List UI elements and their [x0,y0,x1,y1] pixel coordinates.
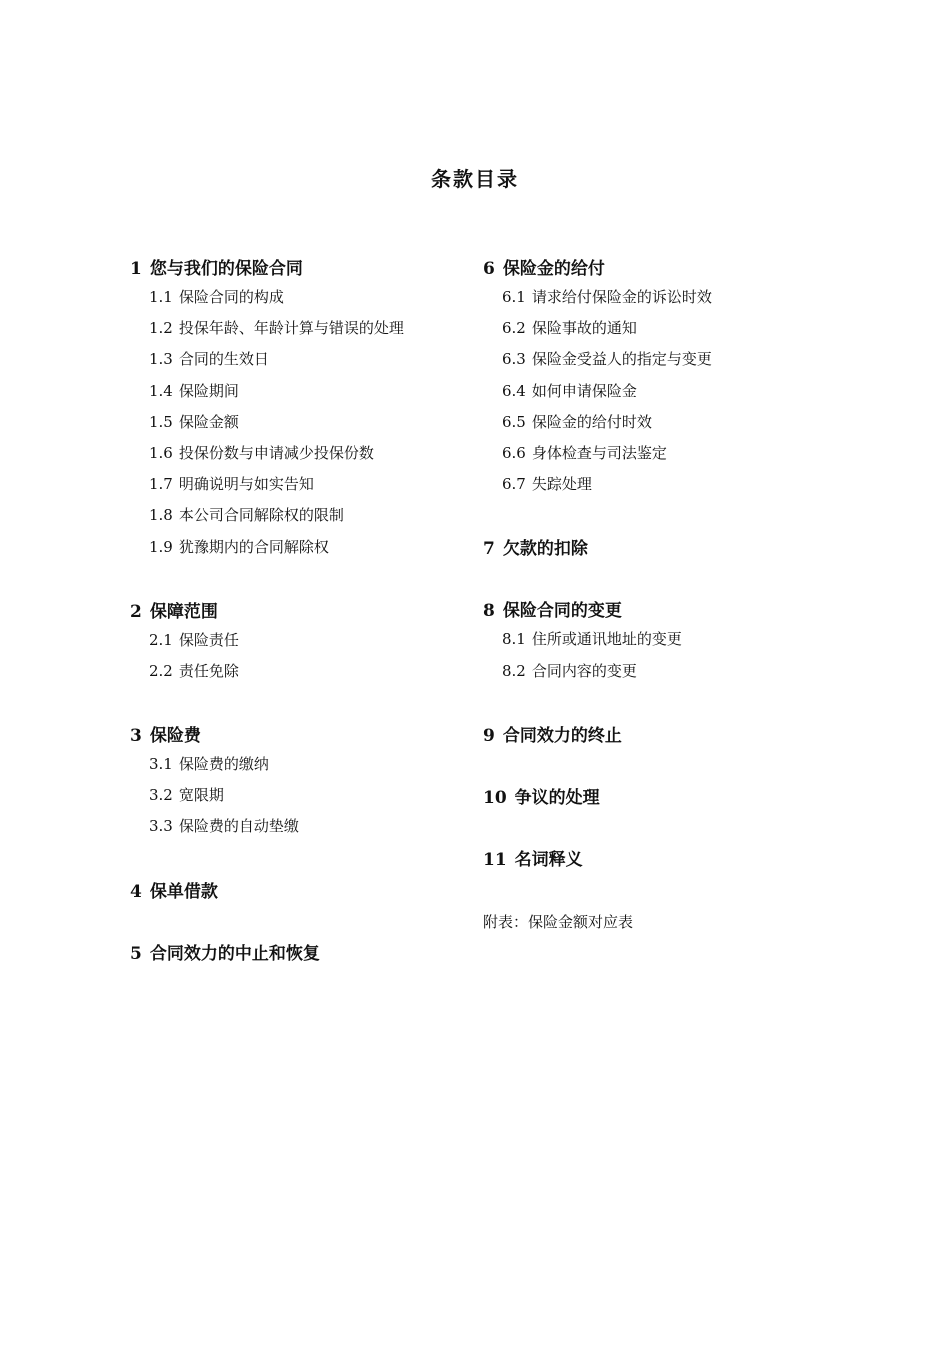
item-label: 保险费的自动垫缴 [178,817,299,836]
item-number: 1.8 [149,506,173,525]
item-label: 宽限期 [178,786,224,805]
item-label: 请求给付保险金的诉讼时效 [531,288,712,306]
section-title: 保险金的给付 [502,259,605,279]
item-number: 1.9 [149,537,173,556]
item-number: 6.6 [502,443,526,462]
item-label: 如何申请保险金 [531,381,637,400]
item-label: 保险金额 [178,412,239,431]
toc-right-column [483,256,813,935]
section-title: 保障范围 [149,601,218,622]
item-number: 1.4 [149,381,173,400]
item-number: 3.2 [149,786,173,805]
item-number: 6.7 [502,475,526,494]
section-heading[interactable] [130,599,460,625]
section-number: 5 [130,943,142,964]
item-number: 1.7 [149,475,173,494]
section-number: 6 [483,259,495,279]
item-label: 明确说明与如实告知 [178,475,314,494]
item-number: 3.3 [149,817,173,836]
toc-item[interactable] [483,313,813,344]
item-label: 犹豫期内的合同解除权 [178,537,329,556]
section-title: 保险合同的变更 [502,601,622,622]
section-heading[interactable] [130,723,460,749]
item-label: 身体检查与司法鉴定 [531,443,667,462]
section-heading[interactable] [483,723,813,749]
section-title: 欠款的扣除 [502,539,588,560]
toc-item[interactable] [130,438,460,469]
section-number: 4 [130,881,142,902]
section-title: 合同效力的终止 [502,725,622,746]
toc-section-6 [483,256,813,500]
section-heading[interactable] [130,879,460,905]
item-label: 本公司合同解除权的限制 [178,506,344,525]
toc-item[interactable] [483,469,813,500]
toc-section-3 [130,723,460,843]
section-number: 9 [483,725,495,746]
section-number: 2 [130,601,142,622]
section-heading[interactable] [483,847,813,873]
toc-section-4 [130,879,460,905]
item-number: 8.1 [502,630,526,649]
toc-item[interactable] [130,532,460,563]
toc-item[interactable] [483,344,813,375]
item-label: 责任免除 [178,661,239,680]
toc-section-11 [483,847,813,873]
toc-section-5 [130,941,460,967]
toc-section-1 [130,256,460,563]
toc-section-8 [483,598,813,686]
item-number: 1.1 [149,288,173,306]
toc-item[interactable] [130,749,460,780]
section-number: 7 [483,539,495,560]
toc-item[interactable] [483,438,813,469]
item-number: 1.6 [149,443,173,462]
section-number: 1 [130,259,142,279]
section-number: 11 [483,849,507,870]
item-label: 合同内容的变更 [531,661,637,680]
toc-item[interactable] [130,313,460,344]
section-number: 3 [130,726,142,747]
toc-item[interactable] [130,469,460,500]
item-number: 6.2 [502,319,526,338]
section-number: 8 [483,601,495,622]
section-title: 保险费 [149,726,201,747]
section-heading[interactable] [483,785,813,811]
item-label: 保险责任 [178,630,239,649]
section-number: 10 [483,787,507,808]
item-number: 1.3 [149,350,173,369]
toc-item[interactable] [483,376,813,407]
toc-item[interactable] [130,811,460,842]
section-title: 保单借款 [149,881,218,902]
item-label: 投保份数与申请减少投保份数 [178,443,374,462]
item-number: 2.1 [149,630,173,649]
item-label: 失踪处理 [531,475,592,494]
section-heading[interactable] [483,598,813,624]
item-number: 1.2 [149,319,173,338]
item-label: 保险金的给付时效 [531,412,652,431]
item-label: 保险金受益人的指定与变更 [531,350,712,369]
toc-item[interactable] [130,625,460,656]
section-title: 争议的处理 [514,787,600,808]
item-label: 保险费的缴纳 [178,755,269,774]
toc-item[interactable] [483,282,813,313]
item-label: 投保年龄、年龄计算与错误的处理 [178,319,404,338]
item-label: 保险合同的构成 [178,288,284,306]
item-number: 2.2 [149,661,173,680]
item-label: 保险期间 [178,381,239,400]
section-title: 名词释义 [514,849,583,870]
toc-item[interactable] [130,282,460,313]
toc-item[interactable] [130,500,460,531]
toc-item[interactable] [130,376,460,407]
section-heading[interactable] [483,536,813,562]
toc-item[interactable] [483,656,813,687]
toc-item[interactable] [130,780,460,811]
section-heading[interactable] [130,941,460,967]
section-heading[interactable] [130,256,460,282]
item-number: 6.5 [502,412,526,431]
item-number: 3.1 [149,755,173,774]
section-title: 合同效力的中止和恢复 [149,943,320,964]
item-number: 8.2 [502,661,526,680]
item-number: 6.4 [502,381,526,400]
section-heading[interactable] [483,256,813,282]
toc-left-column [130,256,460,967]
toc-item[interactable] [130,407,460,438]
item-label: 合同的生效日 [178,350,269,369]
toc-section-9 [483,723,813,749]
item-label: 住所或通讯地址的变更 [531,630,682,649]
page-title: 条款目录 [431,167,519,191]
toc-item[interactable] [130,344,460,375]
toc-appendix[interactable]: 附表：保险金额对应表 [483,912,634,931]
item-number: 6.3 [502,350,526,369]
toc-item[interactable] [483,624,813,655]
section-title: 您与我们的保险合同 [149,259,303,279]
item-number: 6.1 [502,288,526,306]
toc-section-2 [130,599,460,687]
toc-section-10 [483,785,813,811]
toc-item[interactable] [130,656,460,687]
toc-section-7 [483,536,813,562]
item-number: 1.5 [149,412,173,431]
item-label: 保险事故的通知 [531,319,637,338]
toc-item[interactable] [483,407,813,438]
